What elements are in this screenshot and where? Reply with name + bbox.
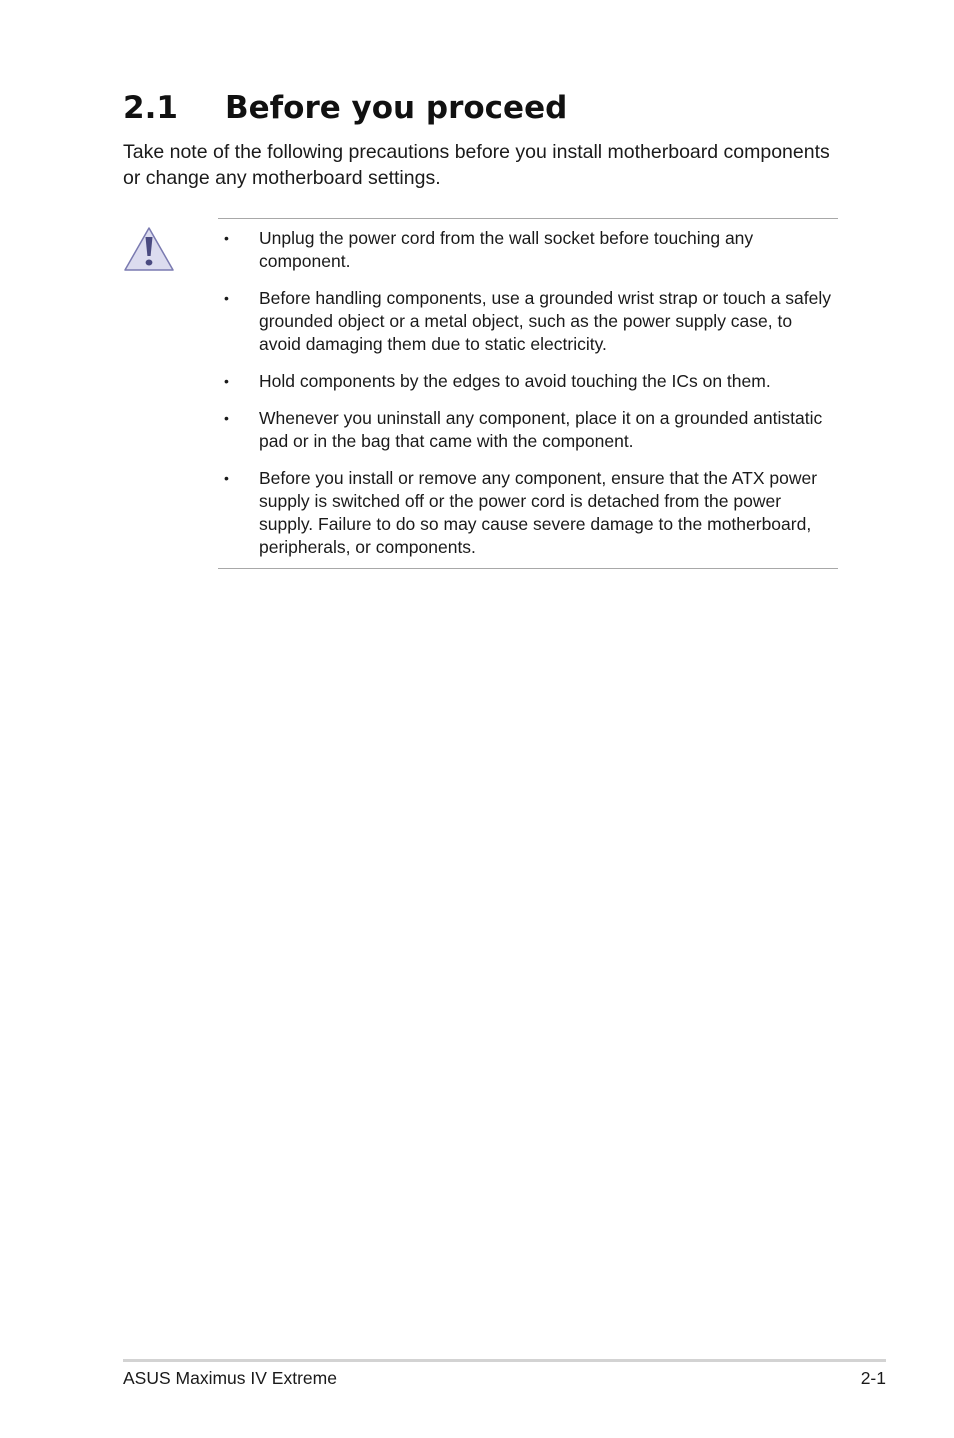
section-number: 2.1 [123, 90, 178, 126]
caution-text: Whenever you uninstall any component, place it on a grounded antistatic pad or in the bag that came with the component. [259, 408, 823, 451]
intro-paragraph: Take note of the following precautions before you install motherboard components or change any motherboard settings. [123, 141, 830, 189]
caution-list [218, 227, 838, 573]
bullet: • [224, 410, 229, 426]
caution-text: Before handling components, use a grounded wrist strap or touch a safely grounded object or a metal object, such as the power supply case, to avoid damaging them due to static electricity. [259, 288, 832, 354]
list-item [218, 370, 838, 393]
list-item [218, 467, 838, 559]
footer-page-number: 2-1 [860, 1368, 886, 1388]
section-title: Before you proceed [225, 90, 568, 126]
section-heading [123, 86, 567, 130]
list-item [218, 227, 838, 273]
bullet: • [224, 373, 229, 389]
caution-box [218, 218, 838, 569]
caution-text: Before you install or remove any component, ensure that the ATX power supply is switched off or the power cord is detached from the power supply. Failure to do so may cause severe damage to the motherboard, peripherals, or components. [259, 468, 818, 557]
list-item [218, 407, 838, 453]
list-item [218, 287, 838, 356]
warning-triangle-icon [123, 225, 175, 273]
bullet: • [224, 230, 229, 246]
caution-text: Unplug the power cord from the wall socket before touching any component. [259, 228, 754, 271]
footer-product-name: ASUS Maximus IV Extreme [123, 1368, 337, 1388]
bullet: • [224, 470, 229, 486]
footer-divider [123, 1359, 886, 1362]
caution-text: Hold components by the edges to avoid touching the ICs on them. [259, 371, 771, 391]
bullet: • [224, 290, 229, 306]
